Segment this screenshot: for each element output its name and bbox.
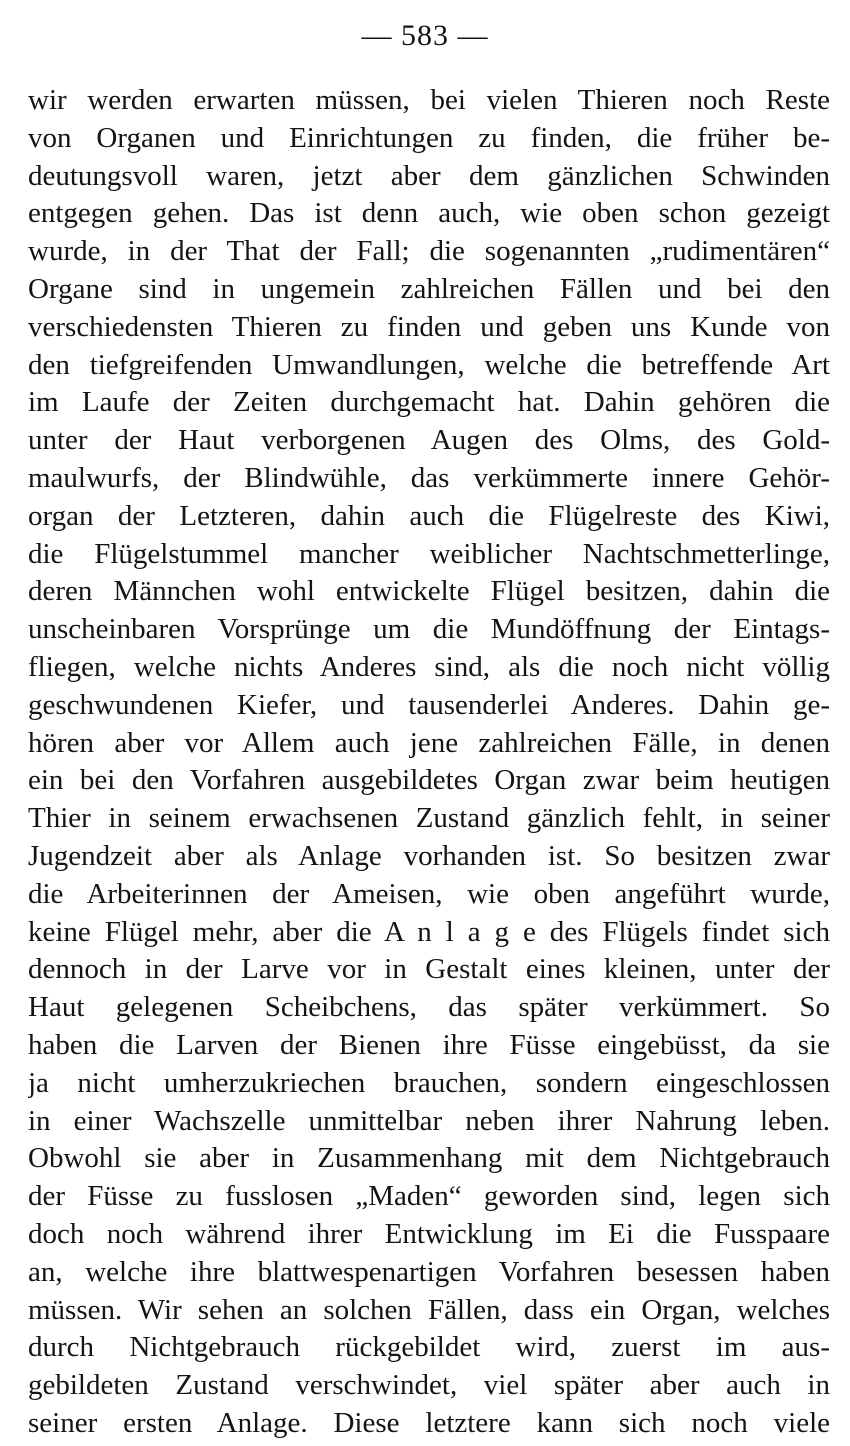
text-line: der Füsse zu fusslosen „Maden“ geworden sind, legen sich [28,1180,830,1213]
text-line: unter der Haut verborgenen Augen des Olms, des Gold- [28,424,830,457]
text-line: doch noch während ihrer Entwicklung im Ei die Fusspaare [28,1217,830,1250]
text-line: im Laufe der Zeiten durchgemacht hat. Dahin gehören die [28,386,830,419]
text-line: keine Flügel mehr, aber die A n l a g e des Flügels findet sich [28,915,830,948]
text-line: Obwohl sie aber in Zusammenhang mit dem Nichtgebrauch [28,1142,830,1175]
text-line: unscheinbaren Vorsprünge um die Mundöffnung der Eintags- [28,613,830,646]
text-line: entgegen gehen. Das ist denn auch, wie oben schon gezeigt [28,197,830,230]
text-line: an, welche ihre blattwespenartigen Vorfahren besessen haben [28,1255,830,1288]
text-line: wurde, in der That der Fall; die sogenannten „rudimentären“ [28,235,830,268]
text-line: dennoch in der Larve vor in Gestalt eines kleinen, unter der [28,953,830,986]
text-line: durch Nichtgebrauch rückgebildet wird, zuerst im aus- [28,1331,830,1364]
text-line: geschwundenen Kiefer, und tausenderlei Anderes. Dahin ge- [28,688,830,721]
text-line: haben die Larven der Bienen ihre Füsse eingebüsst, da sie [28,1028,830,1061]
text-line: wir werden erwarten müssen, bei vielen Thieren noch Reste [28,84,830,116]
page-number: — 583 — [361,19,489,52]
body-text [28,82,830,1443]
text-line: die Flügelstummel mancher weiblicher Nachtschmetterlinge, [28,537,830,570]
text-line: Thier in seinem erwachsenen Zustand gänzlich fehlt, in seiner [28,802,830,835]
text-line: hören aber vor Allem auch jene zahlreichen Fälle, in denen [28,726,830,759]
text-line: müssen. Wir sehen an solchen Fällen, dass ein Organ, welches [28,1293,830,1326]
text-line: verschiedensten Thieren zu finden und geben uns Kunde von [28,310,830,343]
text-line: den tiefgreifenden Umwandlungen, welche die betreffende Art [28,348,830,381]
text-line: deutungsvoll waren, jetzt aber dem gänzlichen Schwinden [28,159,830,192]
text-line: Organe sind in ungemein zahlreichen Fällen und bei den [28,272,830,305]
text-line: seiner ersten Anlage. Diese letztere kann sich noch viele [28,1406,830,1439]
text-line: von Organen und Einrichtungen zu finden, die früher be- [28,121,830,154]
text-line: deren Männchen wohl entwickelte Flügel besitzen, dahin die [28,575,830,608]
text-line: fliegen, welche nichts Anderes sind, als die noch nicht völlig [28,650,830,683]
text-line: Haut gelegenen Scheibchens, das später verkümmert. So [28,991,830,1024]
text-line: in einer Wachszelle unmittelbar neben ihrer Nahrung leben. [28,1104,830,1137]
text-line: ein bei den Vorfahren ausgebildetes Organ zwar beim heutigen [28,764,830,797]
text-line: maulwurfs, der Blindwühle, das verkümmerte innere Gehör- [28,461,830,494]
text-line: organ der Letzteren, dahin auch die Flügelreste des Kiwi, [28,499,830,532]
text-line: die Arbeiterinnen der Ameisen, wie oben angeführt wurde, [28,877,830,910]
text-line: Jugendzeit aber als Anlage vorhanden ist. So besitzen zwar [28,839,830,872]
text-line: gebildeten Zustand verschwindet, viel später aber auch in [28,1369,830,1402]
text-line: ja nicht umherzukriechen brauchen, sondern eingeschlossen [28,1066,830,1099]
